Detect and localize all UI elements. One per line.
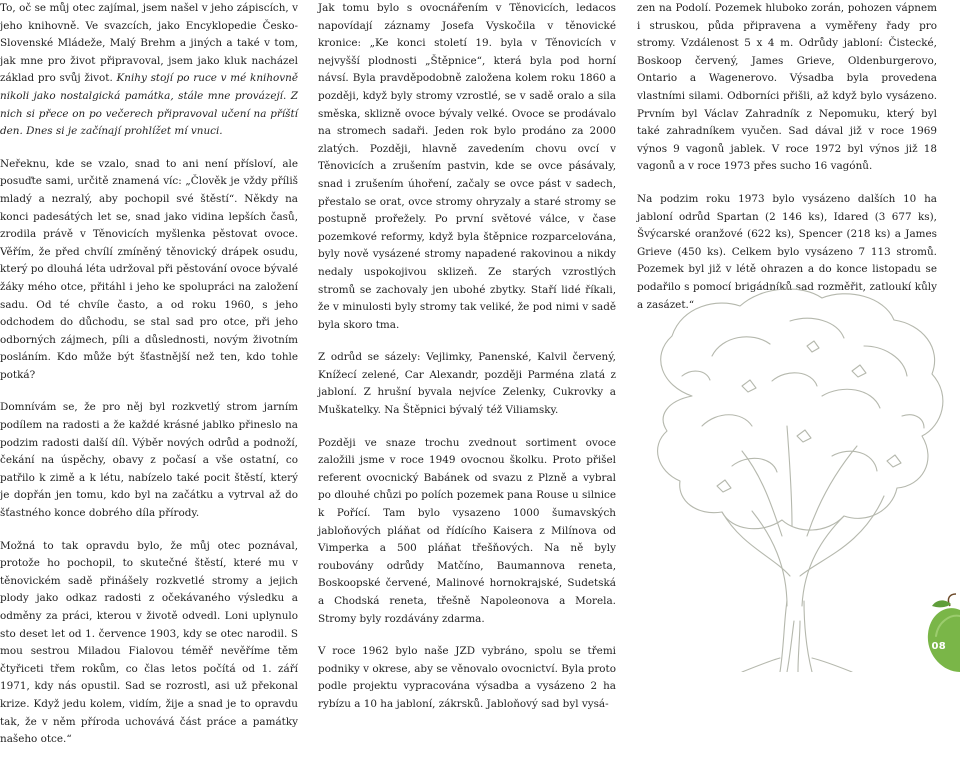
paragraph: Možná to tak opravdu bylo, že můj otec poznával, protože ho pochopil, to skutečné štěstí, které mu v těnovickém sadě přinášely rozkvetlé stromy a jejich plody jako odkaz radosti z očekávaného výsledku a odměny za práci, kterou v životě odvedl. Loni uplynulo sto deset let od 1. července 1903, kdy se otec narodil. S mou sestrou Miladou Fialovou téměř nevěříme těm čtyřiceti třem rokům, co člas letos počítá od 1. září 1971, kdy nás opustil. Sad se rozrostl, asi už překonal krize. Když jedu kolem, vidím, žije a snad je to opravdu tak, že v něm příroda uchovává část práce a památky našeho otce.“ [0, 539, 298, 746]
paragraph: Na podzim roku 1973 bylo vysázeno dalších 10 ha jabloní odrůd Spartan (2 146 ks), Idared (3 677 ks), Švýcarské oranžové (622 ks), Spencer (218 ks) a James Grieve (450 ks). Celkem bylo vysázeno 7 113 stromů. Pozemek byl již v létě ohrazen a do konce listopadu se podařilo s pomocí brigádníků sad rozměřit, zatloukí kůly a zasázet.“ [637, 192, 937, 311]
text-column-middle [318, 0, 616, 729]
paragraph: Později ve snaze trochu zvednout sortiment ovoce založili jsme v roce 1949 ovocnou školku. Proto přišel referent ovocnický Babánek od svazu z Plzně a vybral po dlouhé chůzi po polích pozemek pana Rouse u silnice k Pořící. Tam bylo vysazeno 1000 šumavských jabloňových pláňat od řídícího Kaisera z Milínova od Vimperka a 500 pláňat třešňových. Na ně byly roubovány odrůdy Matčíno, Baumannova reneta, Boskoopské červené, Malinové hornokrajské, Sudetská a Chodská reneta, třešně Napoleonova a Morela. Stromy byly rozdávány zdarma. [318, 436, 616, 625]
page-number: 08 [931, 641, 946, 652]
tree-illustration-icon [622, 276, 960, 672]
paragraph-text-italic: Knihy stojí po ruce v mé knihovně nikoli jako nostalgická památka, stále mne provázejí. Z nich si přece on po večerech připravoval učení na příští den. Dnes si je začínají prohlížet mí vnuci. [0, 72, 299, 138]
paragraph-text: To, oč se můj otec zajímal, jsem našel v jeho zápiscích, v jeho knihovně. Ve svazcích, jako Encyklopedie Česko-Slovenské Mládeže, Malý Brehm a jiných a také v tom, jak mne pro život připravoval, jsem jako kluk nacházel základ pro svůj život. [0, 2, 298, 85]
paragraph: Z odrůd se sázely: Vejlimky, Panenské, Kalvil červený, Knížecí zelené, Car Alexandr, později Parména zlatá z jabloní. Z hrušní byvala nejvíce Zelenky, Cukrovky a Muškatelky. Na Štěpnici bývalý též Viliamsky. [318, 351, 616, 417]
paragraph: Jak tomu bylo s ovocnářením v Těnovicích, ledacos napovídají záznamy Josefa Vyskočila v těnovické kronice: „Ke konci století 19. byla v Těnovicích v nejvyšší plodnosti „Štěpnice“, která byla pod horní návsí. Byla pravděpodobně založena kolem roku 1860 a později, když byly stromy vzrostlé, se v sadě oralo a sila směska, sklizně ovoce bývaly velké. Ovoce se prodávalo na stromech sadaři. Jeden rok bylo prodáno za 2000 zlatých. Později, hlavně zavedením chovu ovcí v Těnovicích a zrušením pastvin, kde se ovce pásávaly, snad i zrušením úhoření, začaly se ovce pást v sadech, přestalo se orat, ovce stromy ohryzaly a staré stromy se postupně prořežely. Po první světové válce, v čase pozemkové reformy, když byla štěpnice rozparcelována, byly nově vysázené stromy napadené rakovinou a nikdy nedaly uspokojivou sklizeň. Ze starých vzrostlých stromů se zachovaly jen ubohé zbytky. Staří lidé říkali, že v minulosti byly stromy tak veliké, že pod nimi v sadě byla skoro tma. [318, 2, 616, 331]
paragraph: V roce 1962 bylo naše JZD vybráno, spolu se třemi podniky v okrese, aby se věnovalo ovocnictví. Byla proto podle projektu vypracována výsadba a vysázeno 2 ha rybízu a 10 ha jabloní, zákrsků. Jabloňový sad byl vysá- [318, 645, 616, 710]
paragraph: Domnívám se, že pro něj byl rozkvetlý strom jarním podílem na radosti a že každé krásné jablko přineslo na podzim radosti další díl. Výběr nových odrůd a podnoží, čekání na úspěchy, obavy z počasí a vše ostatní, co patřilo k zimě a k létu, nabízelo také pocit štěstí, který je dopřán jen tomu, kdo byl na začátku a vytrval až do šťastného konce dobrého díla přírody. [0, 401, 298, 520]
paragraph [0, 0, 298, 141]
paragraph: Neřeknu, kde se vzalo, snad to ani není přísloví, ale posuďte sami, určitě znamená víc: „Člověk je vždy příliš mladý a nezralý, aby pochopil své štěstí“. Někdy na konci padesátých let se, snad jako vidina lepších časů, zrodila právě v Těnovicích myšlenka pěstovat ovoce. Věřím, že před chvílí zmíněný těnovický drápek osudu, který po dlouhá léta udržoval při pěstování ovoce bývalé žáky mého otce, přitáhl i jeho ke spolupráci na založení sadu. Od té chvíle často, a od roku 1960, s jeho odchodem do důchodu, se stal sad pro otce, při jeho odborných zájmech, píli a důslednosti, novým životním posláním. Kdo může být šťastnější než ten, kdo tohle potká? [0, 157, 298, 381]
apple-icon [920, 592, 960, 672]
text-column-left [0, 0, 298, 764]
paragraph: zen na Podolí. Pozemek hluboko zorán, pohozen vápnem i struskou, půda připravena a vyměřeny řady pro stromy. Vzdálenost 5 x 4 m. Odrůdy jabloní: Čistecké, Boskoop červený, James Grieve, Oldenburgerovo, Ontario a Wagenerovo. Výsadba byla provedena vlastními silami. Odborníci přišli, až když bylo vysázeno. Prvním byl Václav Zahradník z Nepomuku, který byl také zahradníkem vyučen. Sad dával již v roce 1969 výnos 9 vagonů jablek. V roce 1972 byl výnos již 18 vagonů a v roce 1973 přes sucho 16 vagónů. [637, 2, 937, 173]
